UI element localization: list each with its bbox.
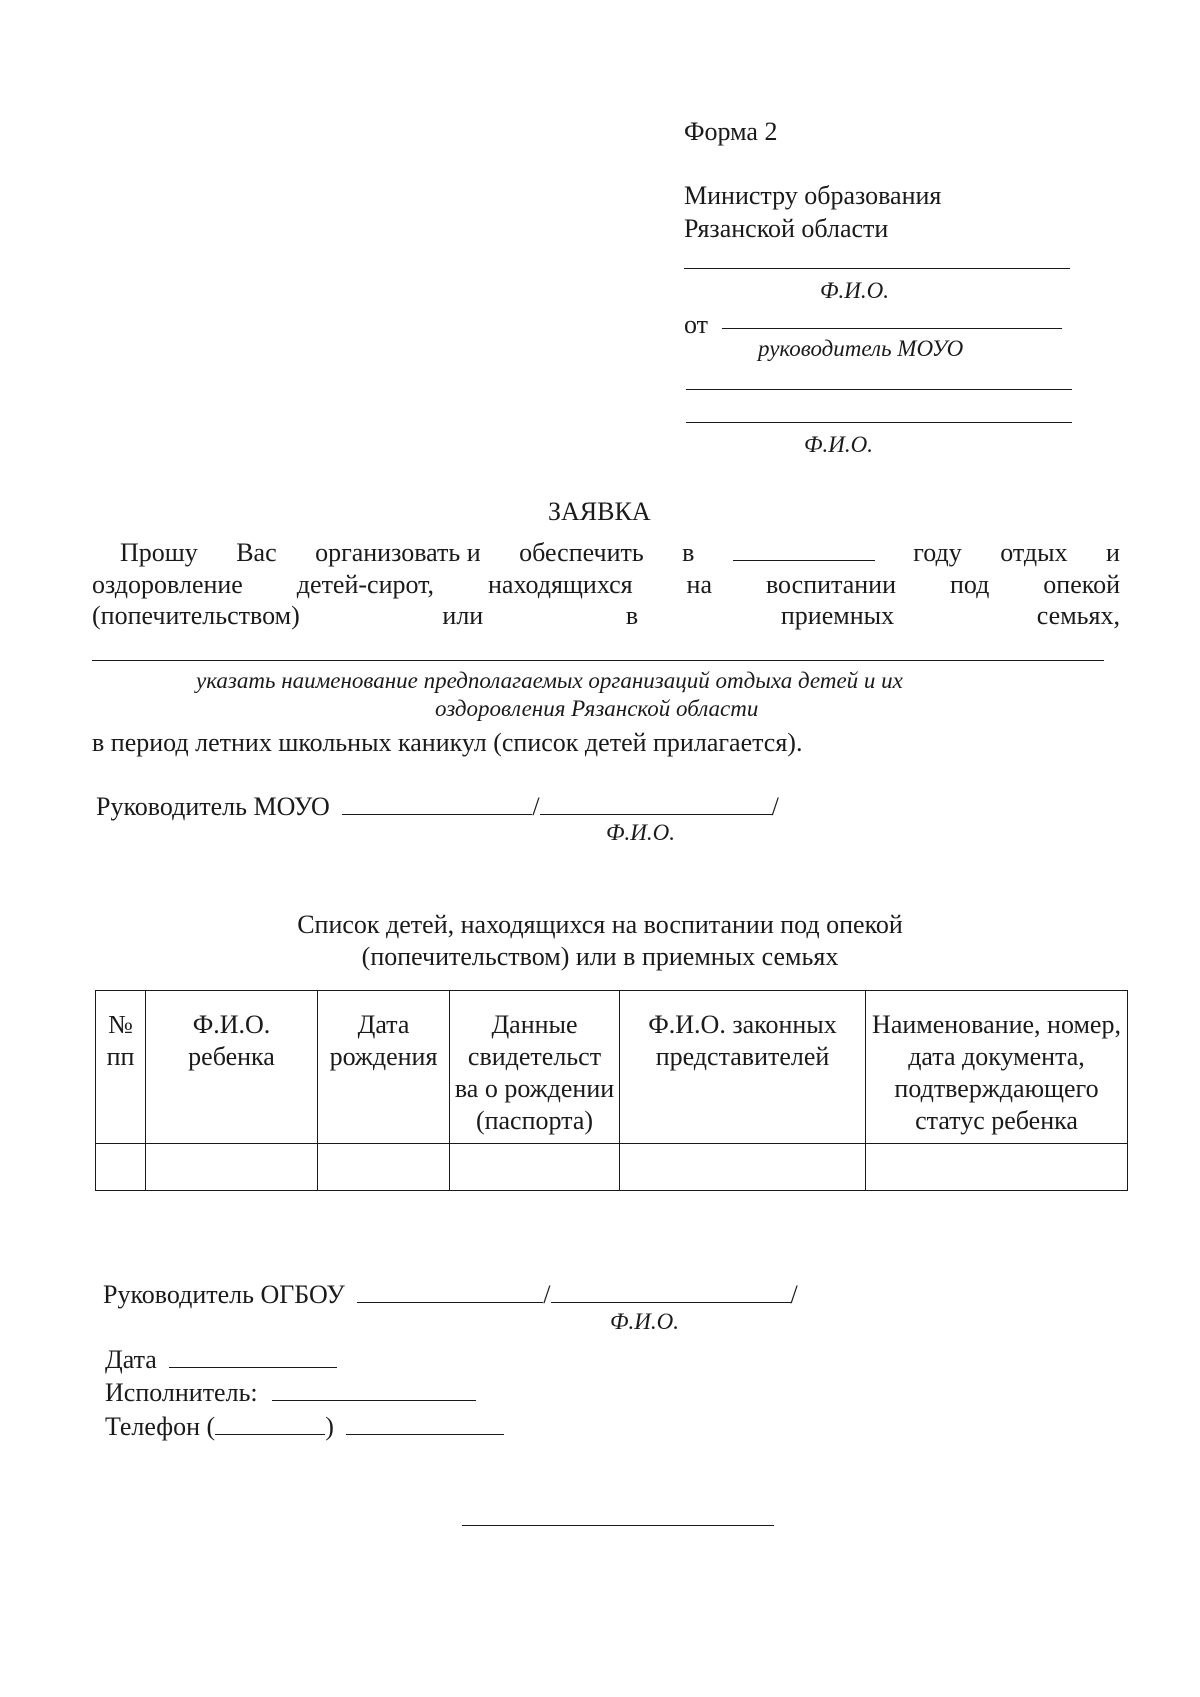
date-row	[105, 1345, 337, 1375]
word: или	[442, 601, 484, 630]
table-cell[interactable]	[146, 1144, 318, 1191]
moyo-fio-field[interactable]	[540, 792, 772, 815]
column-legal-representatives: Ф.И.О. законных представителей	[620, 991, 866, 1144]
organization-note-1: указать наименование предполагаемых организаций отдыха детей и их	[196, 668, 903, 693]
moyo-signature-row	[96, 792, 779, 822]
word: приемных	[780, 601, 895, 630]
sender-fio-caption: Ф.И.О.	[804, 432, 873, 457]
table-cell[interactable]	[450, 1144, 620, 1191]
list-title-1: Список детей, находящихся на воспитании под опекой	[297, 910, 903, 939]
list-title-2: (попечительством) или в приемных семьях	[361, 942, 839, 971]
request-line-1	[120, 538, 1120, 568]
addressee-line-2: Рязанской области	[684, 214, 889, 243]
word: находящихся	[488, 570, 633, 599]
bottom-separator	[462, 1525, 774, 1526]
word: детей-сирот,	[296, 570, 435, 599]
phone-code-field[interactable]	[215, 1412, 325, 1435]
table-cell[interactable]	[318, 1144, 450, 1191]
year-field[interactable]	[733, 538, 875, 561]
moyo-signature-label: Руководитель МОУО	[96, 792, 330, 821]
word: Вас	[236, 538, 277, 567]
ogbou-signature-row	[103, 1280, 798, 1310]
slash: /	[771, 792, 779, 821]
ogbou-signature-label: Руководитель ОГБОУ	[103, 1280, 345, 1309]
word: в	[682, 538, 695, 567]
word: семьях,	[1036, 601, 1120, 630]
ogbou-signature-field[interactable]	[357, 1280, 543, 1303]
word: воспитании	[765, 570, 897, 599]
slash: /	[532, 792, 540, 821]
word: (попечительством)	[92, 601, 300, 630]
table-header-row	[96, 991, 1128, 1144]
word: обеспечить	[519, 538, 644, 567]
children-table	[95, 990, 1128, 1191]
word: Прошу	[120, 538, 198, 567]
slash: /	[543, 1280, 551, 1309]
request-title: ЗАЯВКА	[548, 497, 651, 526]
slash: /	[790, 1280, 798, 1309]
word: опекой	[1043, 570, 1120, 599]
organization-note-2: оздоровления Рязанской области	[435, 696, 759, 721]
ogbou-fio-caption: Ф.И.О.	[610, 1309, 679, 1334]
from-line	[722, 328, 1062, 329]
period-text: в период летних школьных каникул (список детей прилагается).	[92, 728, 803, 757]
column-status-document: Наименование, номер, дата документа, подтверждающего статус ребенка	[866, 991, 1128, 1144]
word: организовать и	[315, 538, 481, 567]
word: под	[949, 570, 990, 599]
phone-close: )	[325, 1412, 334, 1441]
form-number: Форма 2	[684, 117, 778, 146]
word: в	[625, 601, 639, 630]
sender-line-1	[686, 389, 1072, 390]
moyo-signature-field[interactable]	[342, 792, 532, 815]
moyo-fio-caption: Ф.И.О.	[606, 820, 675, 845]
date-label: Дата	[105, 1345, 157, 1374]
addressee-fio-caption: Ф.И.О.	[820, 278, 889, 303]
word: на	[686, 570, 712, 599]
table-cell[interactable]	[620, 1144, 866, 1191]
head-caption: руководитель МОУО	[758, 336, 964, 361]
column-child-name: Ф.И.О. ребенка	[146, 991, 318, 1144]
word: и	[1105, 538, 1120, 567]
column-birth-certificate: Данные свидетельст ва о рождении (паспорта)	[450, 991, 620, 1144]
table-cell[interactable]	[866, 1144, 1128, 1191]
addressee-fio-line	[684, 268, 1070, 269]
sender-line-2	[686, 422, 1072, 423]
executor-field[interactable]	[272, 1378, 476, 1401]
executor-label: Исполнитель:	[105, 1378, 258, 1407]
column-birth-date: Дата рождения	[318, 991, 450, 1144]
word: отдых	[1000, 538, 1068, 567]
word: году	[913, 538, 962, 567]
phone-label: Телефон (	[105, 1412, 216, 1441]
from-label: от	[684, 310, 709, 339]
request-line-2	[92, 570, 1120, 600]
table-row	[96, 1144, 1128, 1191]
ogbou-fio-field[interactable]	[551, 1280, 791, 1303]
organization-line[interactable]	[92, 660, 1104, 661]
phone-row	[105, 1412, 504, 1442]
executor-row	[105, 1378, 476, 1408]
phone-number-field[interactable]	[346, 1412, 504, 1435]
addressee-line-1: Министру образования	[684, 181, 942, 210]
table-cell[interactable]	[96, 1144, 146, 1191]
word: оздоровление	[92, 570, 243, 599]
date-field[interactable]	[169, 1345, 337, 1368]
request-line-3	[92, 601, 1120, 631]
column-number: № пп	[96, 991, 146, 1144]
